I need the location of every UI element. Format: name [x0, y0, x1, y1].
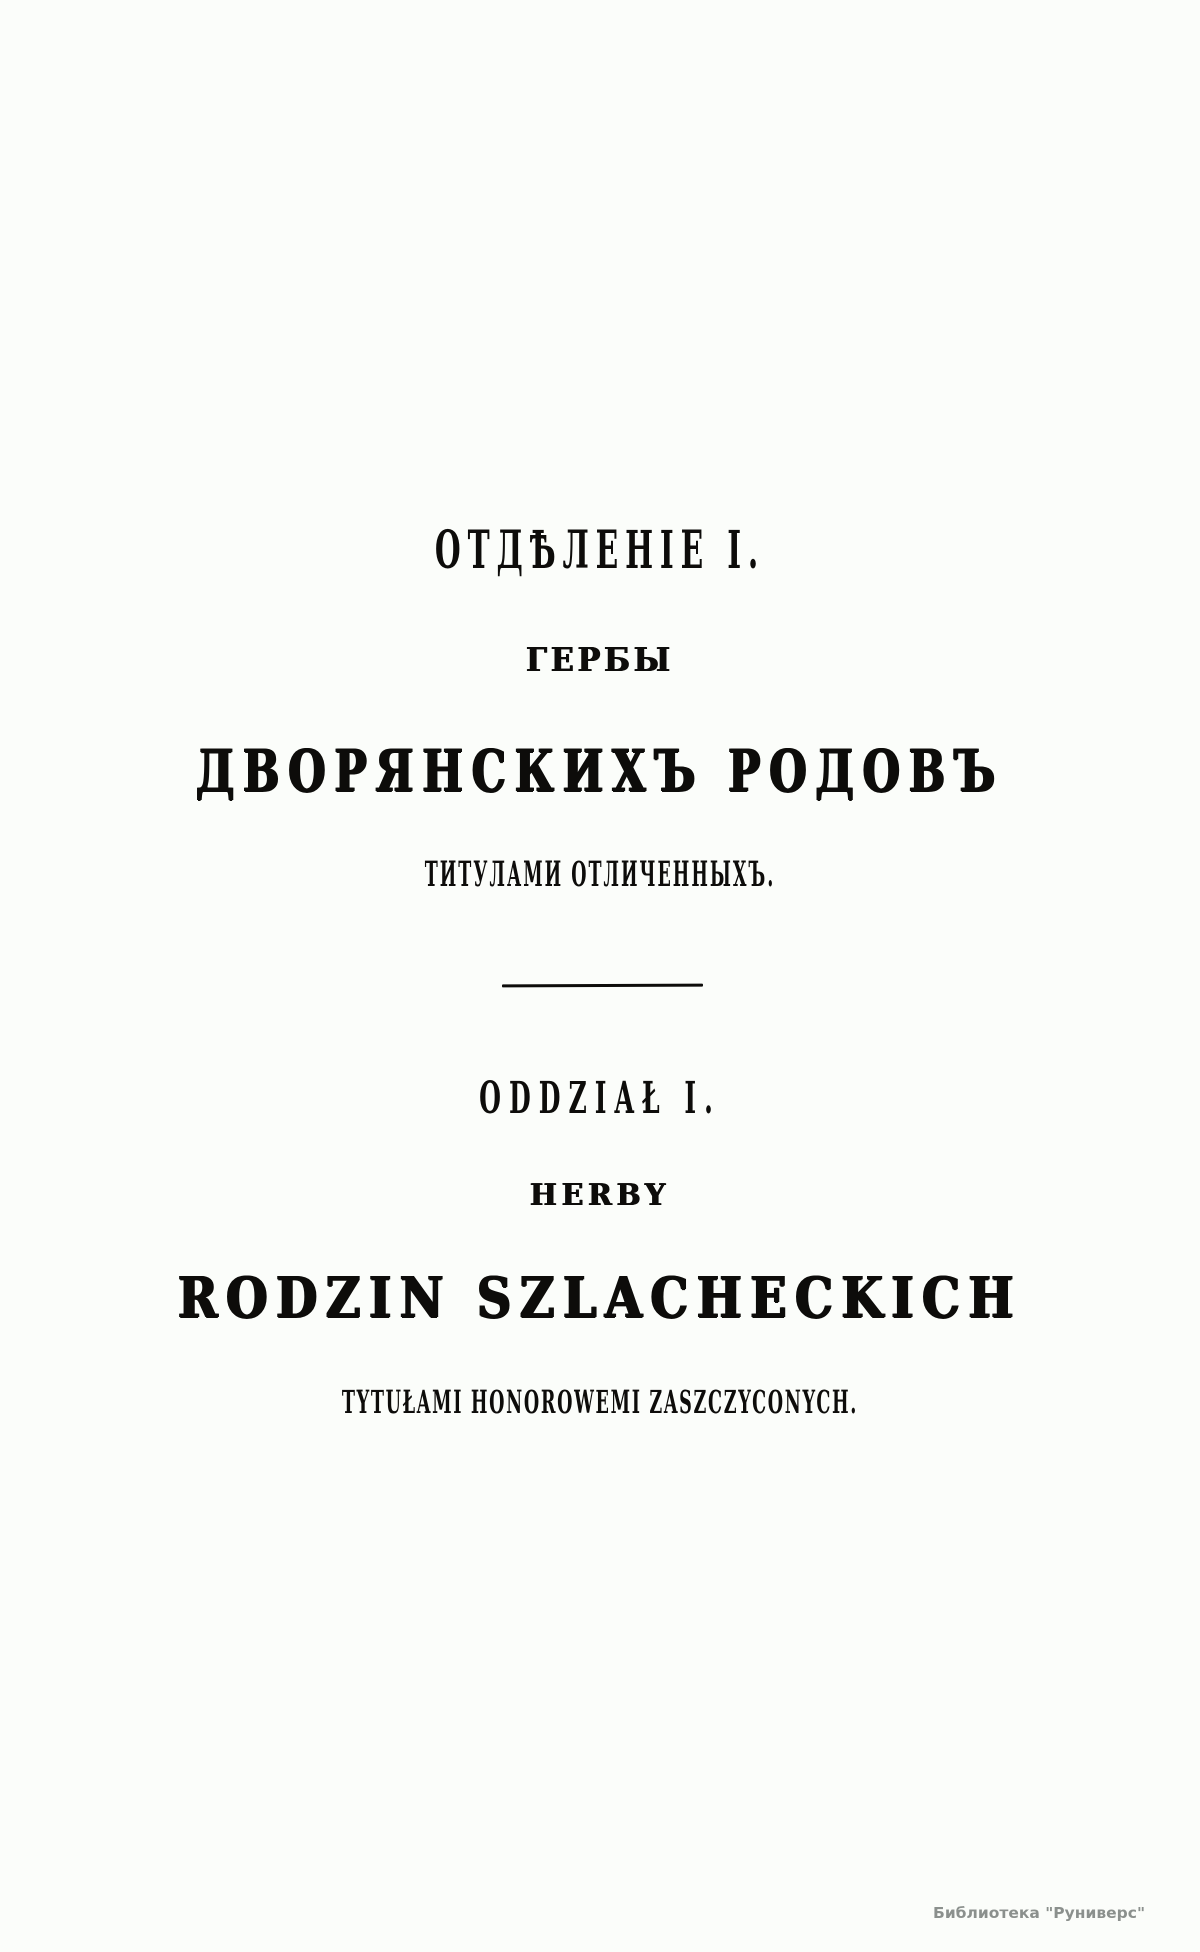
polish-section-heading: ODDZIAŁ I. [479, 1073, 721, 1124]
polish-category-label: HERBY [529, 1178, 671, 1213]
russian-main-title: ДВОРЯНСКИХЪ РОДОВЪ [196, 737, 1004, 805]
section-divider-rule [502, 984, 703, 988]
russian-subtitle: ТИТУЛАМИ ОТЛИЧЕННЫХЪ. [424, 854, 776, 895]
russian-section-heading: ОТДѢЛЕНІЕ I. [434, 520, 766, 581]
polish-subtitle: TYTUŁAMI HONOROWEMI ZASZCZYCONYCH. [341, 1383, 859, 1421]
polish-main-title: RODZIN SZLACHECKICH [178, 1265, 1022, 1331]
russian-category-label: ГЕРБЫ [526, 640, 674, 679]
library-watermark: Библиотека "Руниверс" [933, 1904, 1146, 1922]
